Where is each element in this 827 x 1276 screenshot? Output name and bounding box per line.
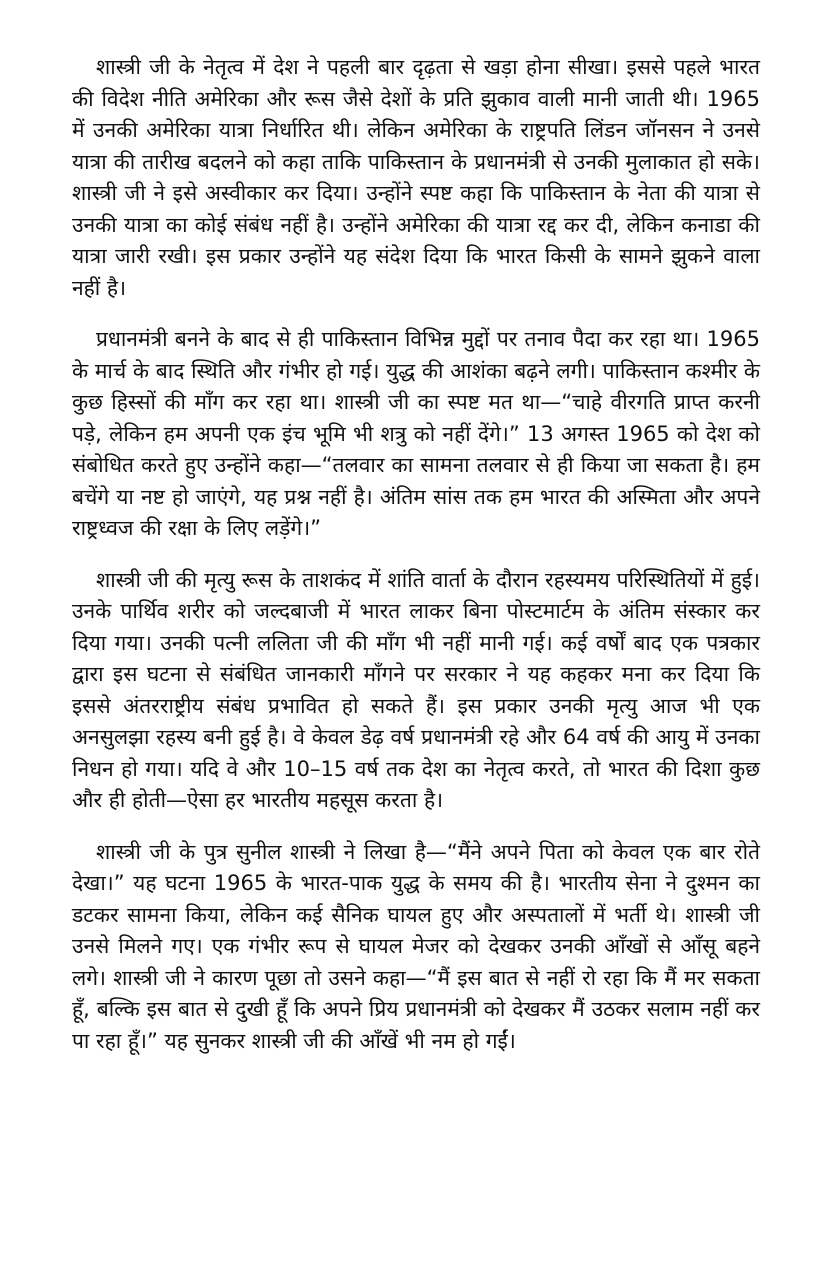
paragraph-soldier-anecdote: शास्त्री जी के पुत्र सुनील शास्त्री ने लिखा है—“मैंने अपने पिता को केवल एक बार रोते देखा।” यह घटना 1965 के भारत-पाक युद्ध के समय की है। भारतीय सेना ने दुश्मन का डटकर सामना किया, लेकिन कई सैनिक घायल हुए और अस्पतालों में भर्ती थे। शास्त्री जी उनसे मिलने गए। एक गंभीर रूप से घायल मेजर को देखकर उनकी आँखों से आँसू बहने लगे। शास्त्री जी ने कारण पूछा तो उसने कहा—“मैं इस बात से नहीं रो रहा कि मैं मर सकता हूँ, बल्कि इस बात से दुखी हूँ कि अपने प्रिय प्रधानमंत्री को देखकर मैं उठकर सलाम नहीं कर पा रहा हूँ।” यह सुनकर शास्त्री जी की आँखें भी नम हो गईं। [72,839,760,1053]
paragraph-tashkent-death: शास्त्री जी की मृत्यु रूस के ताशकंद में शांति वार्ता के दौरान रहस्यमय परिस्थितियों में हुई। उनके पार्थिव शरीर को जल्दबाजी में भारत लाकर बिना पोस्टमार्टम के अंतिम संस्कार कर दिया गया। उनकी पत्नी ललिता जी की माँग भी नहीं मानी गई। कई वर्षों बाद एक पत्रकार द्वारा इस घटना से संबंधित जानकारी माँगने पर सरकार ने यह कहकर मना कर दिया कि इससे अंतरराष्ट्रीय संबंध प्रभावित हो सकते हैं। इस प्रकार उनकी मृत्यु आज भी एक अनसुलझा रहस्य बनी हुई है। वे केवल डेढ़ वर्ष प्रधानमंत्री रहे और 64 वर्ष की आयु में उनका निधन हो गया। यदि वे और 10–15 वर्ष तक देश का नेतृत्व करते, तो भारत की दिशा कुछ और ही होती—ऐसा हर भारतीय महसूस करता है। [72,567,760,812]
paragraph-war-tension: प्रधानमंत्री बनने के बाद से ही पाकिस्तान विभिन्न मुद्दों पर तनाव पैदा कर रहा था। 1965 के मार्च के बाद स्थिति और गंभीर हो गई। युद्ध की आशंका बढ़ने लगी। पाकिस्तान कश्मीर के कुछ हिस्सों की माँग कर रहा था। शास्त्री जी का स्पष्ट मत था—“चाहे वीरगति प्राप्त करनी पड़े, लेकिन हम अपनी एक इंच भूमि भी शत्रु को नहीं देंगे।” 13 अगस्त 1965 को देश को संबोधित करते हुए उन्होंने कहा—“तलवार का सामना तलवार से ही किया जा सकता है। हम बचेंगे या नष्ट हो जाएंगे, यह प्रश्न नहीं है। अंतिम सांस तक हम भारत की अस्मिता और अपने राष्ट्रध्वज की रक्षा के लिए लड़ेंगे।” [72,327,760,540]
paragraph-foreign-policy: शास्त्री जी के नेतृत्व में देश ने पहली बार दृढ़ता से खड़ा होना सीखा। इससे पहले भारत की विदेश नीति अमेरिका और रूस जैसे देशों के प्रति झुकाव वाली मानी जाती थी। 1965 में उनकी अमेरिका यात्रा निर्धारित थी। लेकिन अमेरिका के राष्ट्रपति लिंडन जॉनसन ने उनसे यात्रा की तारीख बदलने को कहा ताकि पाकिस्तान के प्रधानमंत्री से उनकी मुलाकात हो सके। शास्त्री जी ने इसे अस्वीकार कर दिया। उन्होंने स्पष्ट कहा कि पाकिस्तान के नेता की यात्रा से उनकी यात्रा का कोई संबंध नहीं है। उन्होंने अमेरिका की यात्रा रद्द कर दी, लेकिन कनाडा की यात्रा जारी रखी। इस प्रकार उन्होंने यह संदेश दिया कि भारत किसी के सामने झुकने वाला नहीं है। [72,55,760,300]
document-page [72,52,760,1077]
